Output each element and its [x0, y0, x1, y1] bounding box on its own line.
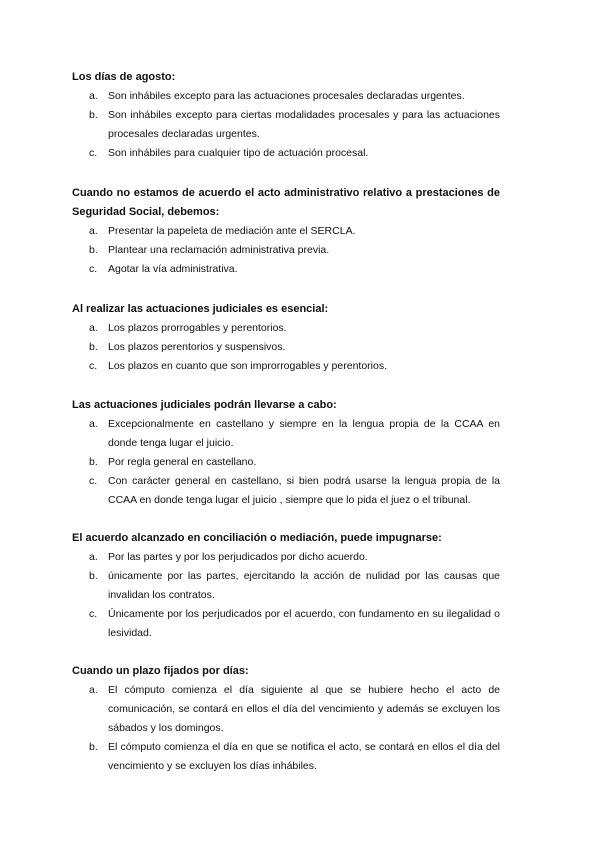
option-a: [72, 548, 500, 567]
option-list: [72, 415, 500, 510]
option-text: Únicamente por los perjudicados por el acuerdo, con fundamento en su ilegalidad o lesividad.: [108, 608, 500, 639]
option-a: [72, 87, 500, 106]
option-c: [72, 605, 500, 643]
option-list: [72, 681, 500, 776]
option-b: [72, 241, 500, 260]
option-c: [72, 144, 500, 163]
option-text: Plantear una reclamación administrativa previa.: [108, 244, 330, 256]
option-list: [72, 319, 500, 376]
option-letter: b.: [89, 244, 98, 256]
option-text: Excepcionalmente en castellano y siempre en la lengua propia de la CCAA en donde tenga lugar el juicio.: [108, 418, 500, 449]
option-letter: b.: [89, 456, 98, 468]
option-letter: a.: [89, 90, 98, 102]
option-a: [72, 319, 500, 338]
option-c: [72, 357, 500, 376]
option-a: [72, 681, 500, 738]
option-letter: a.: [89, 322, 98, 334]
question-title: El acuerdo alcanzado en conciliación o mediación, puede impugnarse:: [72, 532, 442, 544]
option-letter: b.: [89, 741, 98, 753]
question-6: [72, 662, 500, 776]
option-b: [72, 106, 500, 144]
option-text: Con carácter general en castellano, si bien podrá usarse la lengua propia de la CCAA en donde tenga lugar el juicio , siempre que lo pida el juez o el tribunal.: [108, 475, 500, 506]
option-text: Son inhábiles para cualquier tipo de actuación procesal.: [108, 147, 369, 159]
document-page: [72, 68, 500, 796]
question-2: [72, 184, 500, 279]
option-letter: b.: [89, 570, 98, 582]
option-b: [72, 738, 500, 776]
question-4: [72, 396, 500, 510]
option-letter: a.: [89, 225, 98, 237]
option-text: Los plazos prorrogables y perentorios.: [108, 322, 287, 334]
question-title: Los días de agosto:: [72, 71, 176, 83]
option-list: [72, 87, 500, 163]
option-list: [72, 548, 500, 643]
option-letter: c.: [89, 360, 98, 372]
option-text: El cómputo comienza el día siguiente al que se hubiere hecho el acto de comunicación, se contará en ellos el día del vencimiento y además se excluyen los sábados y los domingos.: [108, 684, 500, 734]
option-c: [72, 260, 500, 279]
option-text: Son inhábiles excepto para ciertas modalidades procesales y para las actuaciones procesales declaradas urgentes.: [108, 109, 500, 140]
option-letter: c.: [89, 263, 98, 275]
question-title: Las actuaciones judiciales podrán llevarse a cabo:: [72, 399, 337, 411]
option-text: El cómputo comienza el día en que se notifica el acto, se contará en ellos el día del vencimiento y se excluyen los días inhábiles.: [108, 741, 500, 772]
question-5: [72, 529, 500, 643]
option-letter: b.: [89, 109, 98, 121]
option-a: [72, 222, 500, 241]
option-text: Presentar la papeleta de mediación ante el SERCLA.: [108, 225, 356, 237]
option-letter: c.: [89, 475, 98, 487]
question-1: [72, 68, 500, 163]
question-title: Cuando no estamos de acuerdo el acto administrativo relativo a prestaciones de Seguridad Social, debemos:: [72, 187, 500, 218]
option-c: [72, 472, 500, 510]
option-text: Los plazos en cuanto que son improrrogables y perentorios.: [108, 360, 387, 372]
option-list: [72, 222, 500, 279]
option-b: [72, 567, 500, 605]
option-b: [72, 338, 500, 357]
option-letter: b.: [89, 341, 98, 353]
option-letter: a.: [89, 418, 98, 430]
option-text: Por las partes y por los perjudicados por dicho acuerdo.: [108, 551, 368, 563]
question-title: Al realizar las actuaciones judiciales es esencial:: [72, 303, 329, 315]
question-title: Cuando un plazo fijados por días:: [72, 665, 249, 677]
option-a: [72, 415, 500, 453]
option-text: Por regla general en castellano.: [108, 456, 257, 468]
option-text: Los plazos perentorios y suspensivos.: [108, 341, 286, 353]
option-b: [72, 453, 500, 472]
option-text: Son inhábiles excepto para las actuaciones procesales declaradas urgentes.: [108, 90, 465, 102]
option-letter: a.: [89, 684, 98, 696]
option-text: únicamente por las partes, ejercitando la acción de nulidad por las causas que invalidan los contratos.: [108, 570, 500, 601]
question-3: [72, 300, 500, 376]
option-letter: c.: [89, 608, 98, 620]
option-letter: a.: [89, 551, 98, 563]
option-text: Agotar la vía administrativa.: [108, 263, 238, 275]
option-letter: c.: [89, 147, 98, 159]
